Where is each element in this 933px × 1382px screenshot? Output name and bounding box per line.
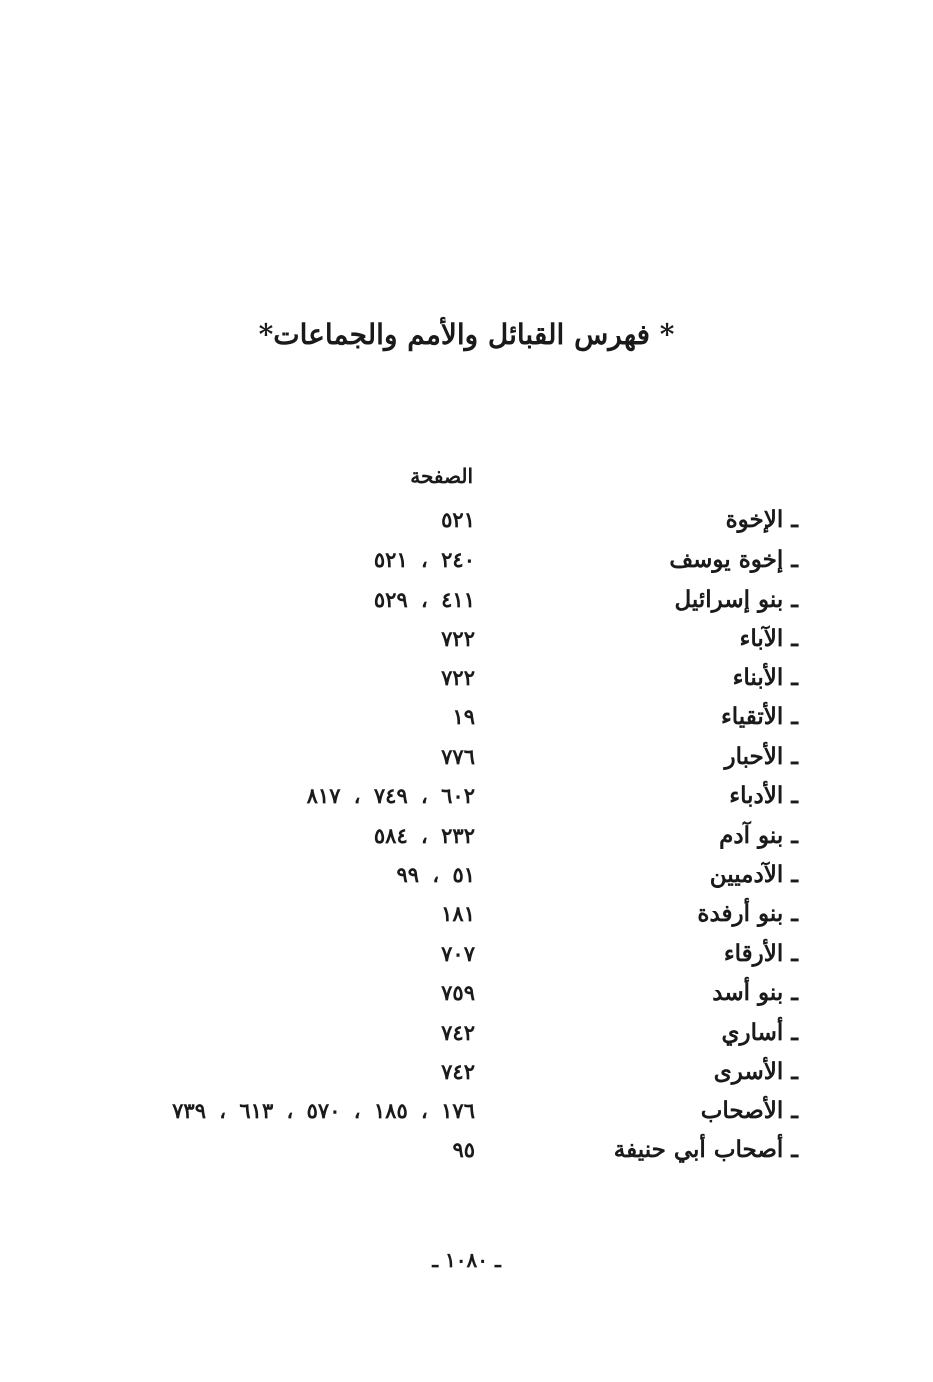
entry-name: ـ الأدباء bbox=[729, 782, 798, 809]
index-entry bbox=[0, 1130, 933, 1170]
page-column-header: الصفحة bbox=[410, 464, 473, 488]
entry-pages: ٧٥٩ bbox=[441, 980, 475, 1005]
index-entry bbox=[0, 1052, 933, 1092]
index-entry bbox=[0, 540, 933, 580]
entry-pages: ٩٥ bbox=[452, 1137, 475, 1162]
index-entry bbox=[0, 816, 933, 856]
entry-pages: ١٩ bbox=[452, 704, 475, 729]
entry-name: ـ الآدميين bbox=[709, 861, 798, 888]
page-number: ـ ١٠٨٠ ـ bbox=[432, 1248, 501, 1272]
entry-pages: ٦٠٢ ، ٧٤٩ ، ٨١٧ bbox=[306, 783, 475, 808]
entry-pages: ٥١ ، ٩٩ bbox=[396, 862, 475, 887]
entry-name: ـ بنو إسرائيل bbox=[674, 586, 798, 613]
entry-name: ـ الأصحاب bbox=[700, 1097, 798, 1124]
entry-name: ـ الإخوة bbox=[725, 506, 798, 533]
entry-name: ـ بنو أسد bbox=[712, 979, 798, 1006]
index-entry bbox=[0, 855, 933, 895]
entry-name: ـ أصحاب أبي حنيفة bbox=[613, 1136, 798, 1163]
entry-pages: ٢٣٢ ، ٥٨٤ bbox=[373, 823, 475, 848]
entry-name: ـ الأتقياء bbox=[720, 703, 798, 730]
index-entry bbox=[0, 1091, 933, 1131]
index-entry bbox=[0, 1013, 933, 1053]
entry-pages: ١٨١ bbox=[441, 901, 475, 926]
entry-pages: ٧٤٢ bbox=[441, 1020, 475, 1045]
index-entry bbox=[0, 894, 933, 934]
entry-pages: ٧٧٦ bbox=[441, 744, 475, 769]
entry-name: ـ الأحبار bbox=[724, 743, 798, 770]
entry-name: ـ الأسرى bbox=[713, 1058, 798, 1085]
entry-pages: ٥٢١ bbox=[441, 507, 475, 532]
index-entry bbox=[0, 934, 933, 974]
index-entry bbox=[0, 500, 933, 540]
entry-name: ـ بنو أرفدة bbox=[697, 900, 798, 927]
entry-name: ـ الأرقاء bbox=[723, 940, 798, 967]
entry-pages: ٧٤٢ bbox=[441, 1059, 475, 1084]
entry-name: ـ الأبناء bbox=[732, 664, 798, 691]
entry-pages: ٧٠٧ bbox=[441, 941, 475, 966]
index-entry bbox=[0, 619, 933, 659]
entry-pages: ١٧٦ ، ١٨٥ ، ٥٧٠ ، ٦١٣ ، ٧٣٩ bbox=[172, 1098, 475, 1123]
index-entry bbox=[0, 973, 933, 1013]
entry-pages: ٧٢٢ bbox=[441, 626, 475, 651]
page-title: * فهرس القبائل والأمم والجماعات* bbox=[258, 318, 675, 351]
index-entry bbox=[0, 737, 933, 777]
entry-pages: ٧٢٢ bbox=[441, 665, 475, 690]
entry-name: ـ أساري bbox=[721, 1019, 798, 1046]
entry-pages: ٤١١ ، ٥٢٩ bbox=[373, 587, 475, 612]
entry-pages: ٢٤٠ ، ٥٢١ bbox=[373, 547, 475, 572]
index-entry bbox=[0, 697, 933, 737]
entry-name: ـ بنو آدم bbox=[719, 822, 798, 849]
index-entry bbox=[0, 776, 933, 816]
entry-name: ـ الآباء bbox=[739, 625, 798, 652]
entry-name: ـ إخوة يوسف bbox=[669, 546, 798, 573]
index-entry bbox=[0, 658, 933, 698]
index-entry bbox=[0, 580, 933, 620]
